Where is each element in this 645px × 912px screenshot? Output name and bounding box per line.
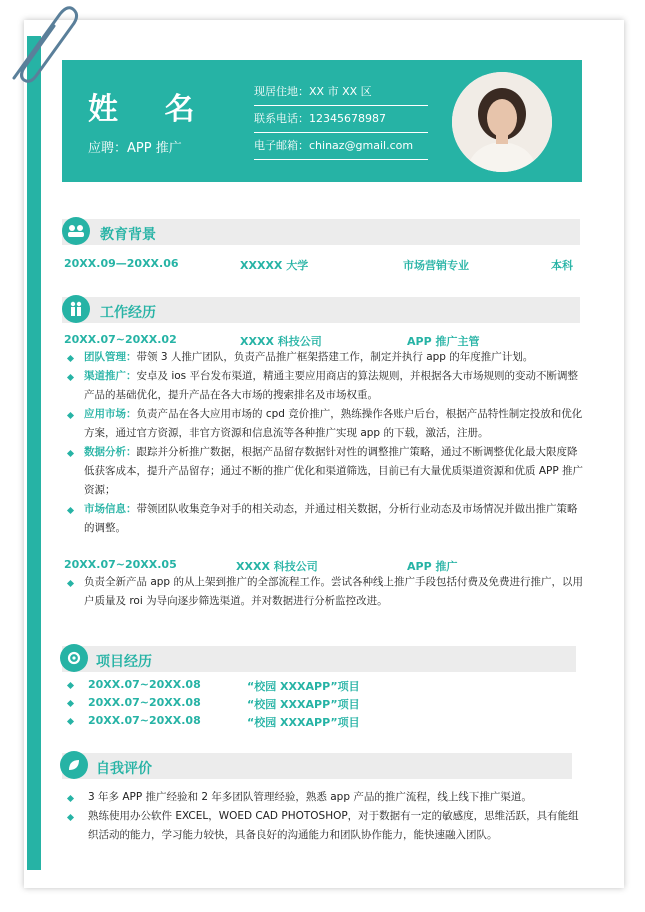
job2-date: 20XX.07~20XX.05 [64, 558, 177, 571]
projects-title: 项目经历 [96, 654, 152, 670]
job1-item: 市场信息：带领团队收集竞争对手的相关动态，并通过相关数据，分析行业动态及市场情况并做出推广策略的调整。 [84, 503, 578, 534]
education-school: XXXXX 大学 [240, 259, 309, 272]
address-line: 现居住地：XX 市 XX 区 [254, 83, 428, 106]
education-title: 教育背景 [100, 227, 156, 243]
job1-item: 团队管理：带领 3 人推广团队，负责产品推广框架搭建工作，制定并执行 app 的年度推广计划。 [84, 351, 534, 363]
education-degree: 本科 [551, 259, 573, 272]
candidate-name: 姓 名 [88, 92, 213, 127]
self-title: 自我评价 [96, 761, 152, 777]
work-title: 工作经历 [100, 305, 156, 321]
project-date: 20XX.07~20XX.08 [88, 714, 201, 727]
job2-item: 负责全新产品 app 的从上架到推广的全部流程工作。尝试各种线上推广手段包括付费及免费进行推广，以用户质量及 roi 为导向逐步筛选渠道。并对数据进行分析监控改进。 [84, 576, 583, 607]
education-major: 市场营销专业 [403, 259, 469, 272]
project-date: 20XX.07~20XX.08 [88, 678, 201, 691]
avatar [452, 72, 552, 172]
job2-company: XXXX 科技公司 [236, 560, 318, 573]
projects-icon [60, 644, 88, 672]
self-item: 3 年多 APP 推广经验和 2 年多团队管理经验，熟悉 app 产品的推广流程，线上线下推广渠道。 [88, 791, 532, 803]
job1-item: 数据分析：跟踪并分析推广数据，根据产品留存数据针对性的调整推广策略，通过不断调整优化最大限度降低获客成本，提升产品留存；通过不断的推广优化和渠道筛选，目前已有大量优质渠道资源和优质 APP 推广资源； [84, 446, 584, 496]
education-icon [62, 217, 90, 245]
job1-item: 渠道推广：安卓及 ios 平台发布渠道，精通主要应用商店的算法规则，并根据各大市场规则的变动不断调整产品的基础优化，提升产品在各大市场的搜索排名及市场权重。 [84, 370, 578, 401]
project-name: “校园 XXXAPP”项目 [247, 680, 360, 693]
email-line: 电子邮箱：chinaz@gmail.com [254, 137, 428, 160]
job1-position: APP 推广主管 [407, 335, 480, 348]
job1-item: 应用市场：负责产品在各大应用市场的 cpd 竞价推广，熟练操作各账户后台，根据产品特性制定投放和优化方案，通过官方资源，非官方资源和信息流等各种推广实现 app 的下载，激活，注册。 [84, 408, 583, 439]
job2-position: APP 推广 [407, 560, 458, 573]
project-name: “校园 XXXAPP”项目 [247, 698, 360, 711]
phone-line: 联系电话：12345678987 [254, 110, 428, 133]
self-icon [60, 751, 88, 779]
project-date: 20XX.07~20XX.08 [88, 696, 201, 709]
job1-company: XXXX 科技公司 [240, 335, 322, 348]
self-item: 熟练使用办公软件 EXCEL，WOED CAD PHOTOSHOP，对于数据有一定的敏感度，思维活跃，具有能组织活动的能力，学习能力较快，具备良好的沟通能力和团队协作能力，能快速融入团队。 [88, 810, 579, 841]
apply-position: 应聘：APP 推广 [88, 141, 182, 156]
left-accent-bar [27, 36, 41, 870]
work-icon [62, 295, 90, 323]
education-date: 20XX.09—20XX.06 [64, 257, 179, 270]
project-name: “校园 XXXAPP”项目 [247, 716, 360, 729]
job1-date: 20XX.07~20XX.02 [64, 333, 177, 346]
